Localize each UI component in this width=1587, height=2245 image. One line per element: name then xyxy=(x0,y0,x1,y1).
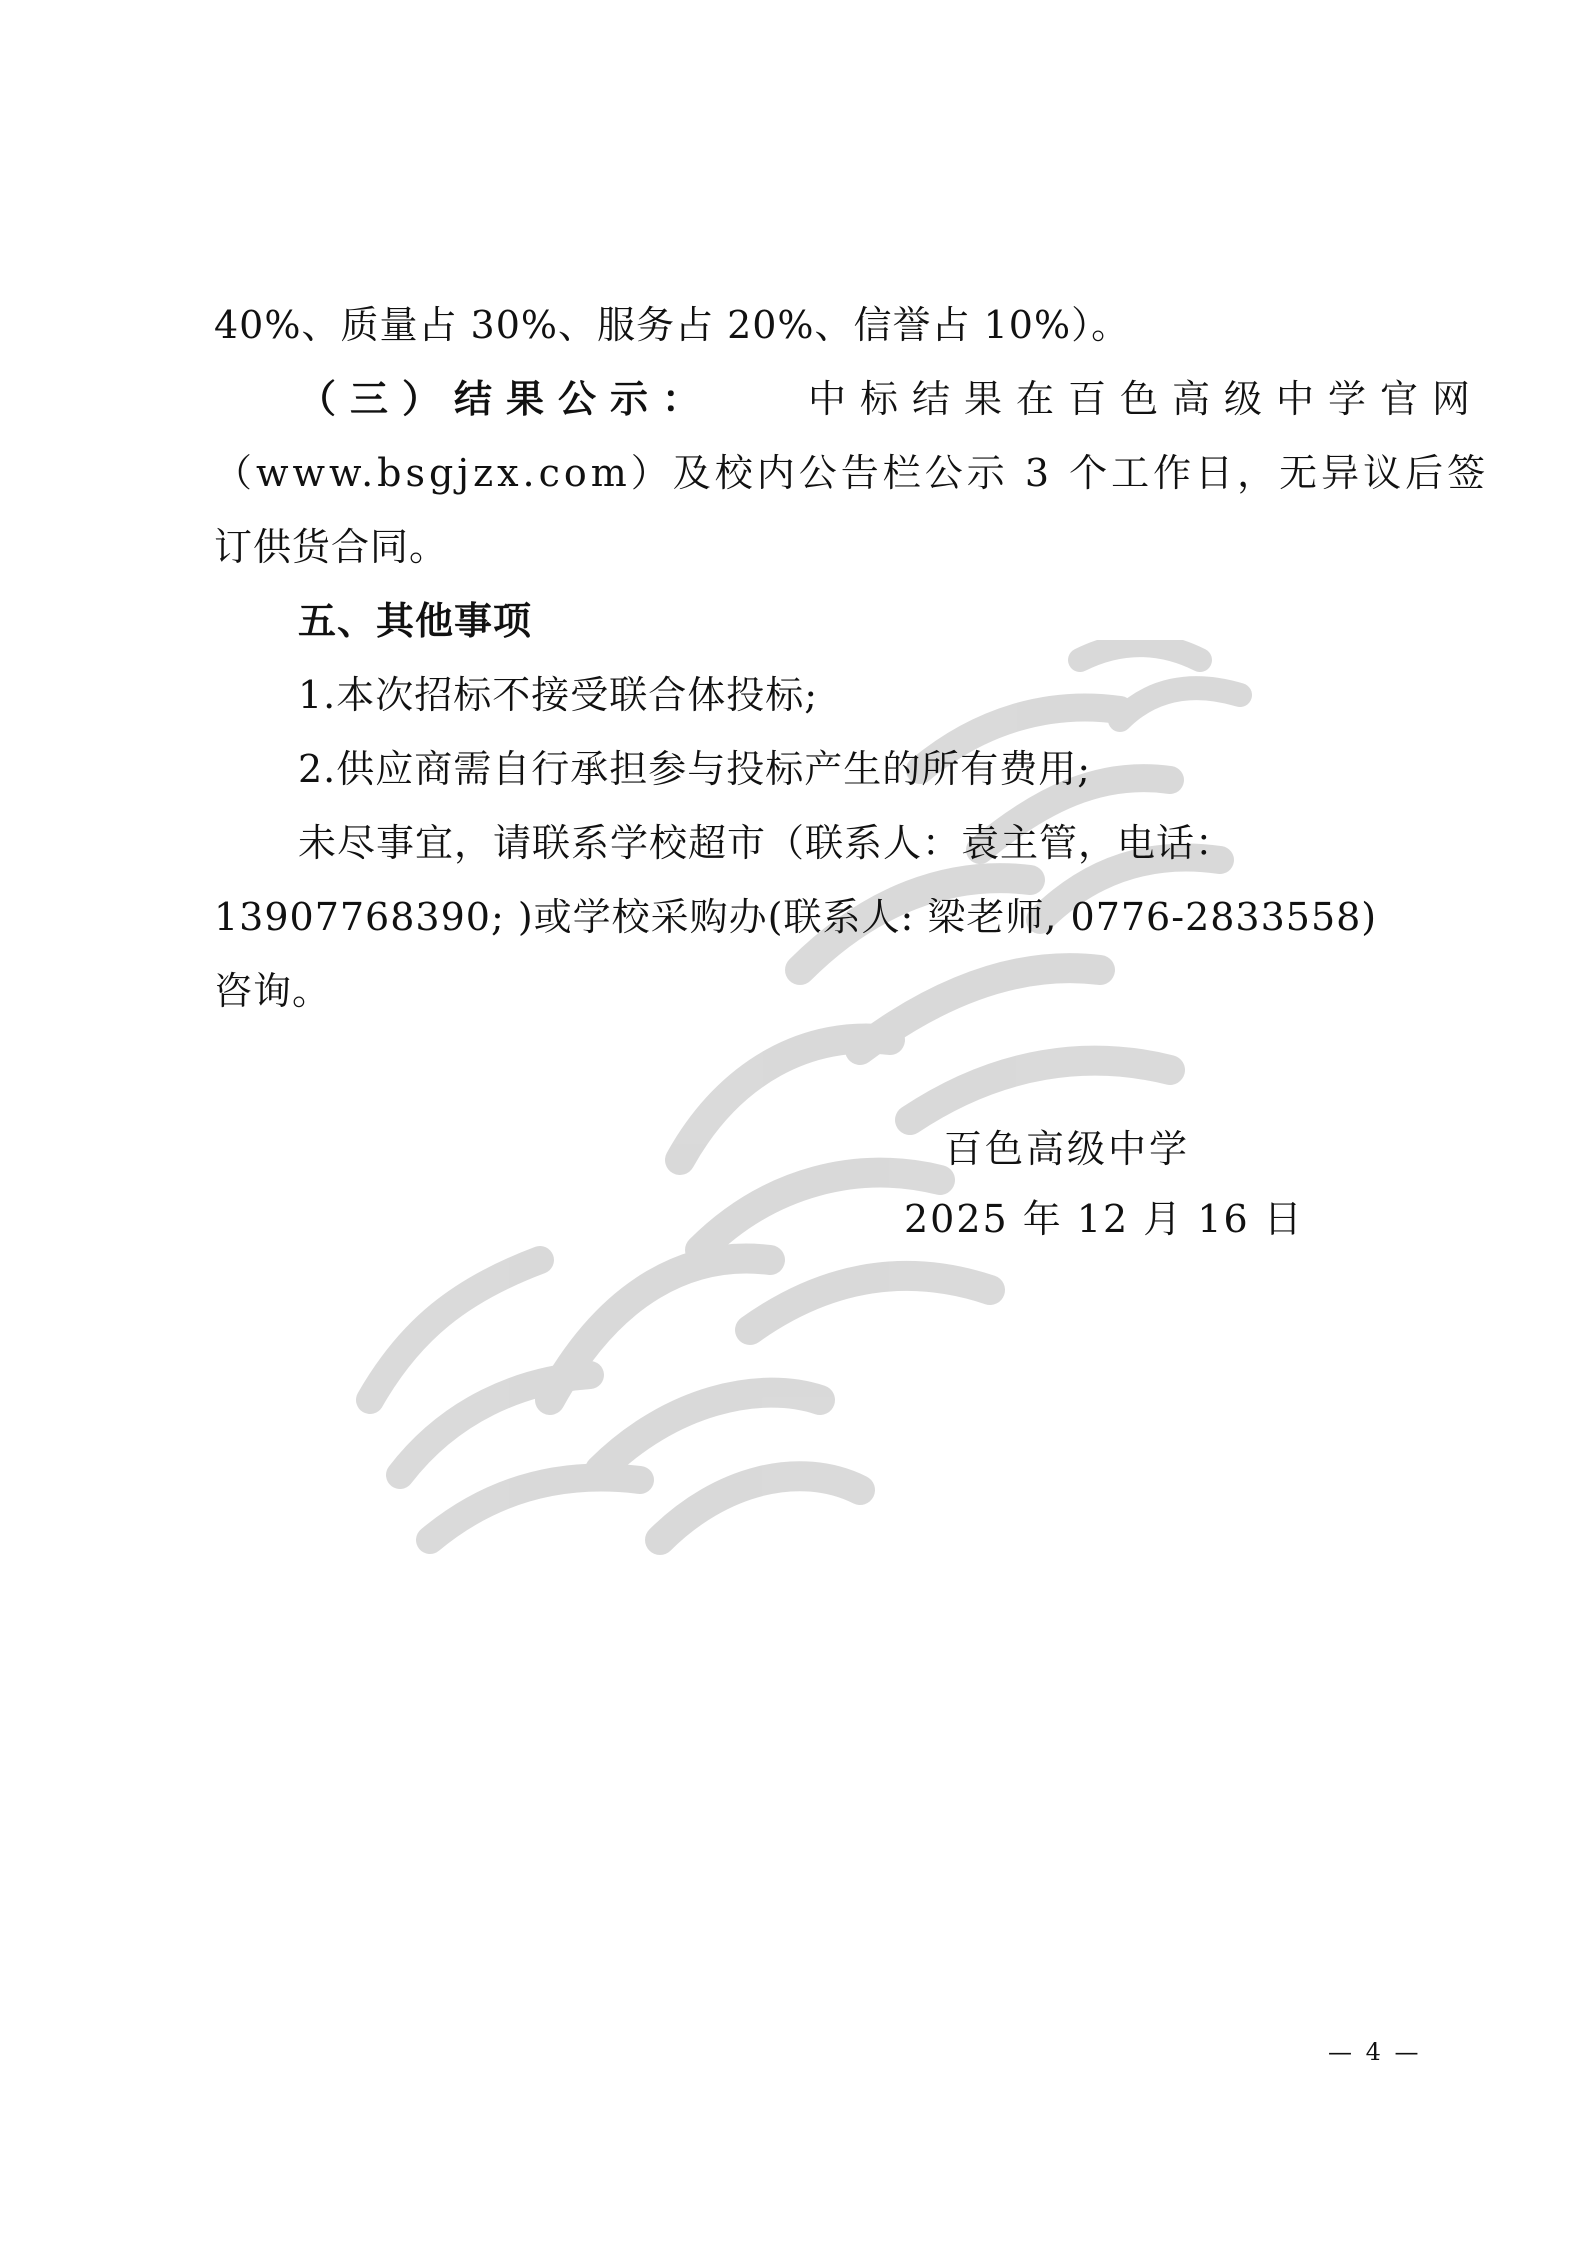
contract-line: 订供货合同。 xyxy=(214,525,449,569)
watermark-character-bai xyxy=(370,1260,640,1540)
result-announcement-line xyxy=(214,362,1484,436)
signature-date: 2025 年 12 月 16 日 xyxy=(904,1197,1304,1241)
result-announcement-text: 中标结果在百色高级中学官网 xyxy=(807,377,1484,421)
signature-organization: 百色高级中学 xyxy=(944,1127,1191,1171)
watermark-character-se xyxy=(550,1259,860,1540)
watermark-character-gao xyxy=(680,1039,990,1331)
other-matter-item-2: 2.供应商需自行承担参与投标产生的所有费用; xyxy=(298,747,1092,791)
result-announcement-heading: （三）结果公示： xyxy=(298,377,715,421)
other-matter-item-1: 1.本次招标不接受联合体投标; xyxy=(298,673,819,717)
consultation-line: 咨询。 xyxy=(214,969,332,1013)
document-body xyxy=(214,288,1490,1028)
contact-phone-line: 13907768390; )或学校采购办(联系人: 梁老师, 0776-2833558) xyxy=(214,895,1378,939)
scoring-ratio-line: 40%、质量占 30%、服务占 20%、信誉占 10%）。 xyxy=(214,303,1131,347)
other-matters-heading: 五、其他事项 xyxy=(298,599,533,643)
website-notice-line: （www.bsgjzx.com）及校内公告栏公示 3 个工作日，无异议后签 xyxy=(214,451,1490,495)
page-number: — 4 — xyxy=(1328,2038,1422,2066)
contact-intro-line: 未尽事宜，请联系学校超市（联系人：袁主管，电话： xyxy=(298,821,1235,865)
